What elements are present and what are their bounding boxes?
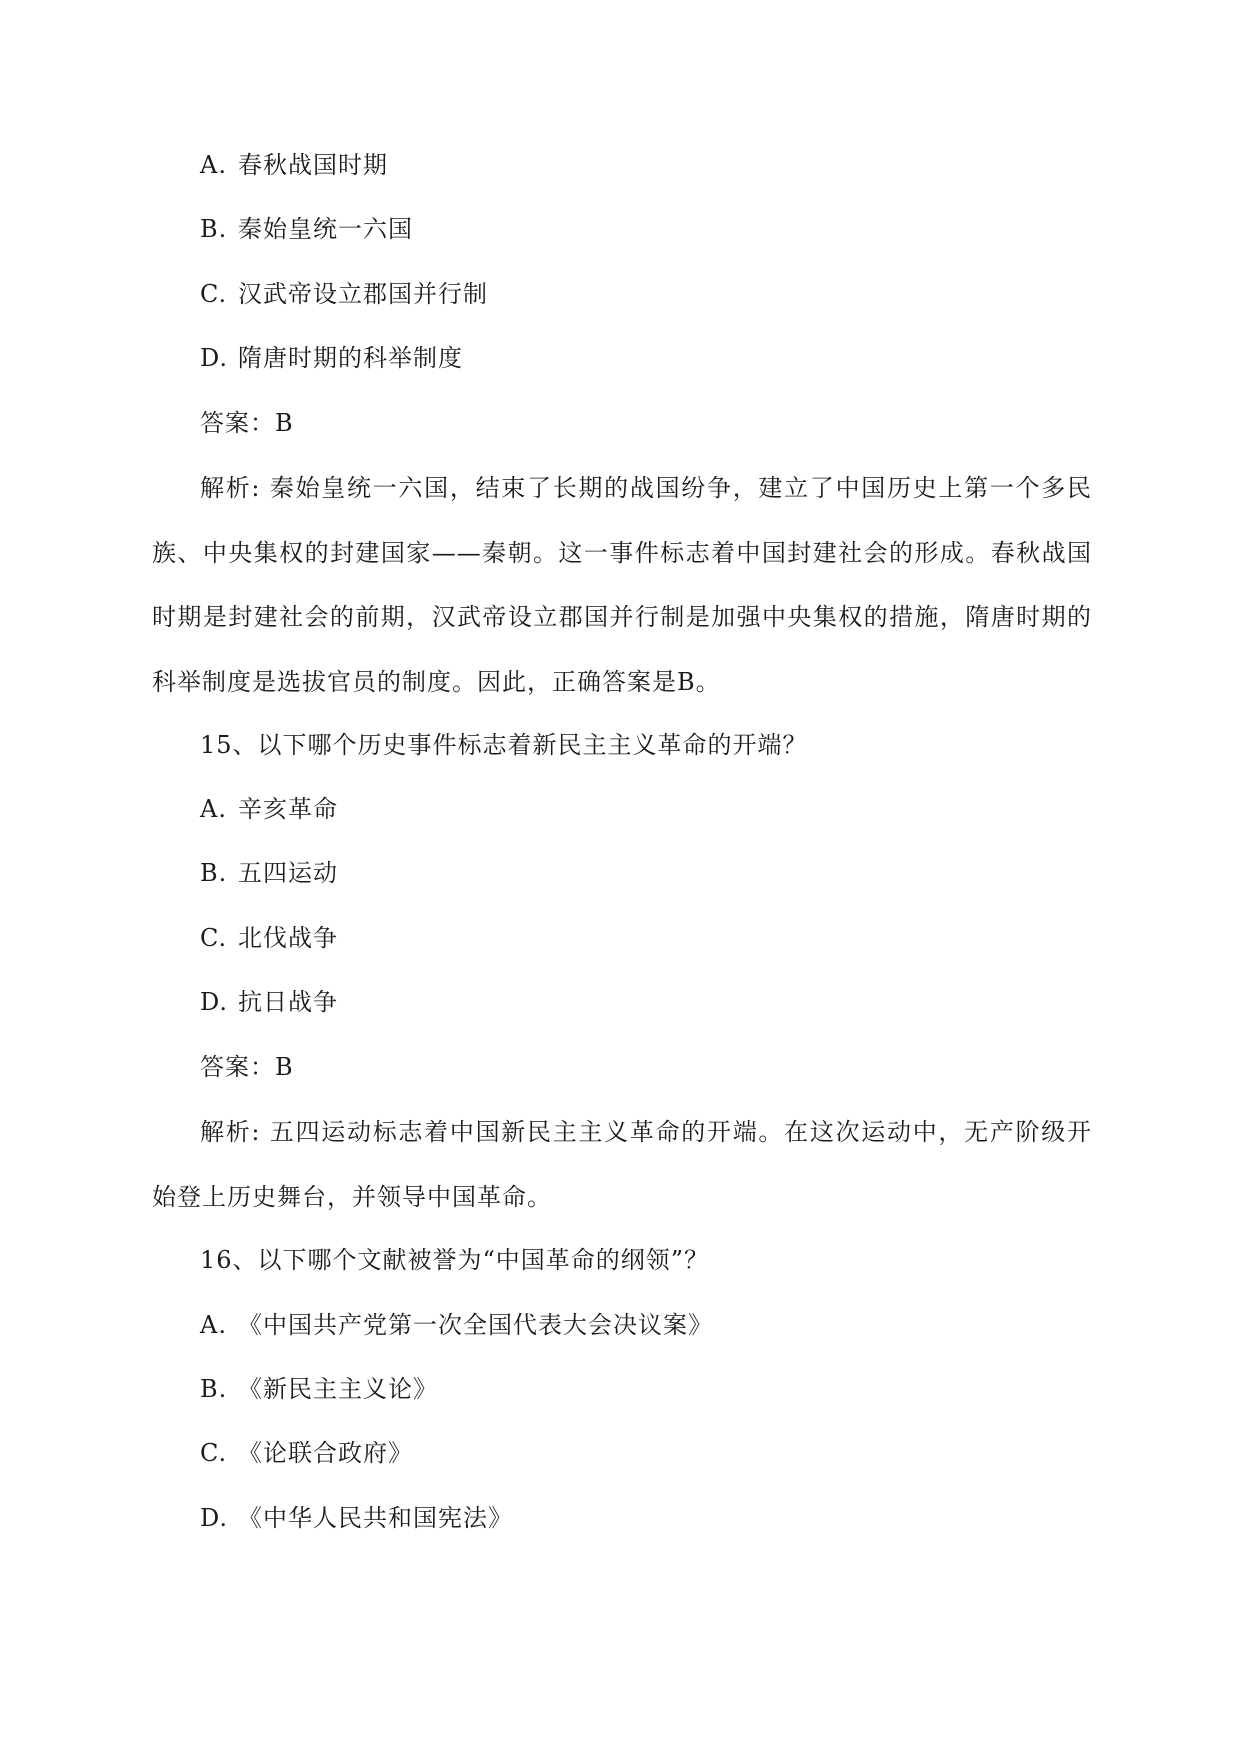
option-text: 北伐战争 <box>238 924 338 952</box>
option-text: 隋唐时期的科举制度 <box>238 344 463 372</box>
q16-option-d <box>200 1503 513 1533</box>
q15-question: 15、以下哪个历史事件标志着新民主主义革命的开端？ <box>200 731 808 759</box>
q16-option-c <box>200 1438 413 1468</box>
option-letter: B. <box>200 859 228 887</box>
q15-answer: 答案：B <box>200 1053 294 1081</box>
option-letter: C. <box>200 924 228 952</box>
q15-option-b <box>200 858 338 888</box>
option-text: 秦始皇统一六国 <box>238 215 413 243</box>
q14-option-c <box>200 279 488 309</box>
q14-option-d <box>200 343 463 373</box>
option-text: 辛亥革命 <box>238 795 338 823</box>
option-text: 《新民主主义论》 <box>238 1375 438 1403</box>
q16-question: 16、以下哪个文献被誉为“中国革命的纲领”？ <box>200 1246 710 1274</box>
option-letter: A. <box>200 1311 227 1339</box>
option-text: 《论联合政府》 <box>238 1439 413 1467</box>
option-letter: D. <box>200 988 229 1016</box>
q15-option-d <box>200 987 338 1017</box>
option-letter: B. <box>200 1375 228 1403</box>
option-text: 汉武帝设立郡国并行制 <box>238 280 488 308</box>
option-letter: B. <box>200 215 228 243</box>
option-text: 《中国共产党第一次全国代表大会决议案》 <box>238 1311 713 1339</box>
option-letter: A. <box>200 795 227 823</box>
q14-option-a <box>200 150 388 180</box>
option-letter: D. <box>200 344 229 372</box>
q16-option-b <box>200 1374 438 1404</box>
option-text: 《中华人民共和国宪法》 <box>238 1504 513 1532</box>
option-letter: D. <box>200 1504 229 1532</box>
option-letter: A. <box>200 151 227 179</box>
option-letter: C. <box>200 1439 228 1467</box>
q14-option-b <box>200 214 413 244</box>
option-letter: C. <box>200 280 228 308</box>
q16-option-a <box>200 1310 713 1340</box>
option-text: 五四运动 <box>238 859 338 887</box>
q14-answer: 答案：B <box>200 409 294 437</box>
q14-analysis: 解析: 秦始皇统一六国，结束了长期的战国纷争，建立了中国历史上第一个多民族、中央集权的封建国家——秦朝。这一事件标志着中国封建社会的形成。春秋战国时期是封建社会的前期，汉武帝设立郡国并行制是加强中央集权的措施，隋唐时期的科举制度是选拔官员的制度。因此，正确答案是B。 <box>152 474 1092 696</box>
option-text: 春秋战国时期 <box>238 151 388 179</box>
option-text: 抗日战争 <box>238 988 338 1016</box>
q15-option-a <box>200 794 338 824</box>
q15-option-c <box>200 923 338 953</box>
q15-analysis: 解析: 五四运动标志着中国新民主主义革命的开端。在这次运动中，无产阶级开始登上历史舞台，并领导中国革命。 <box>152 1118 1092 1211</box>
